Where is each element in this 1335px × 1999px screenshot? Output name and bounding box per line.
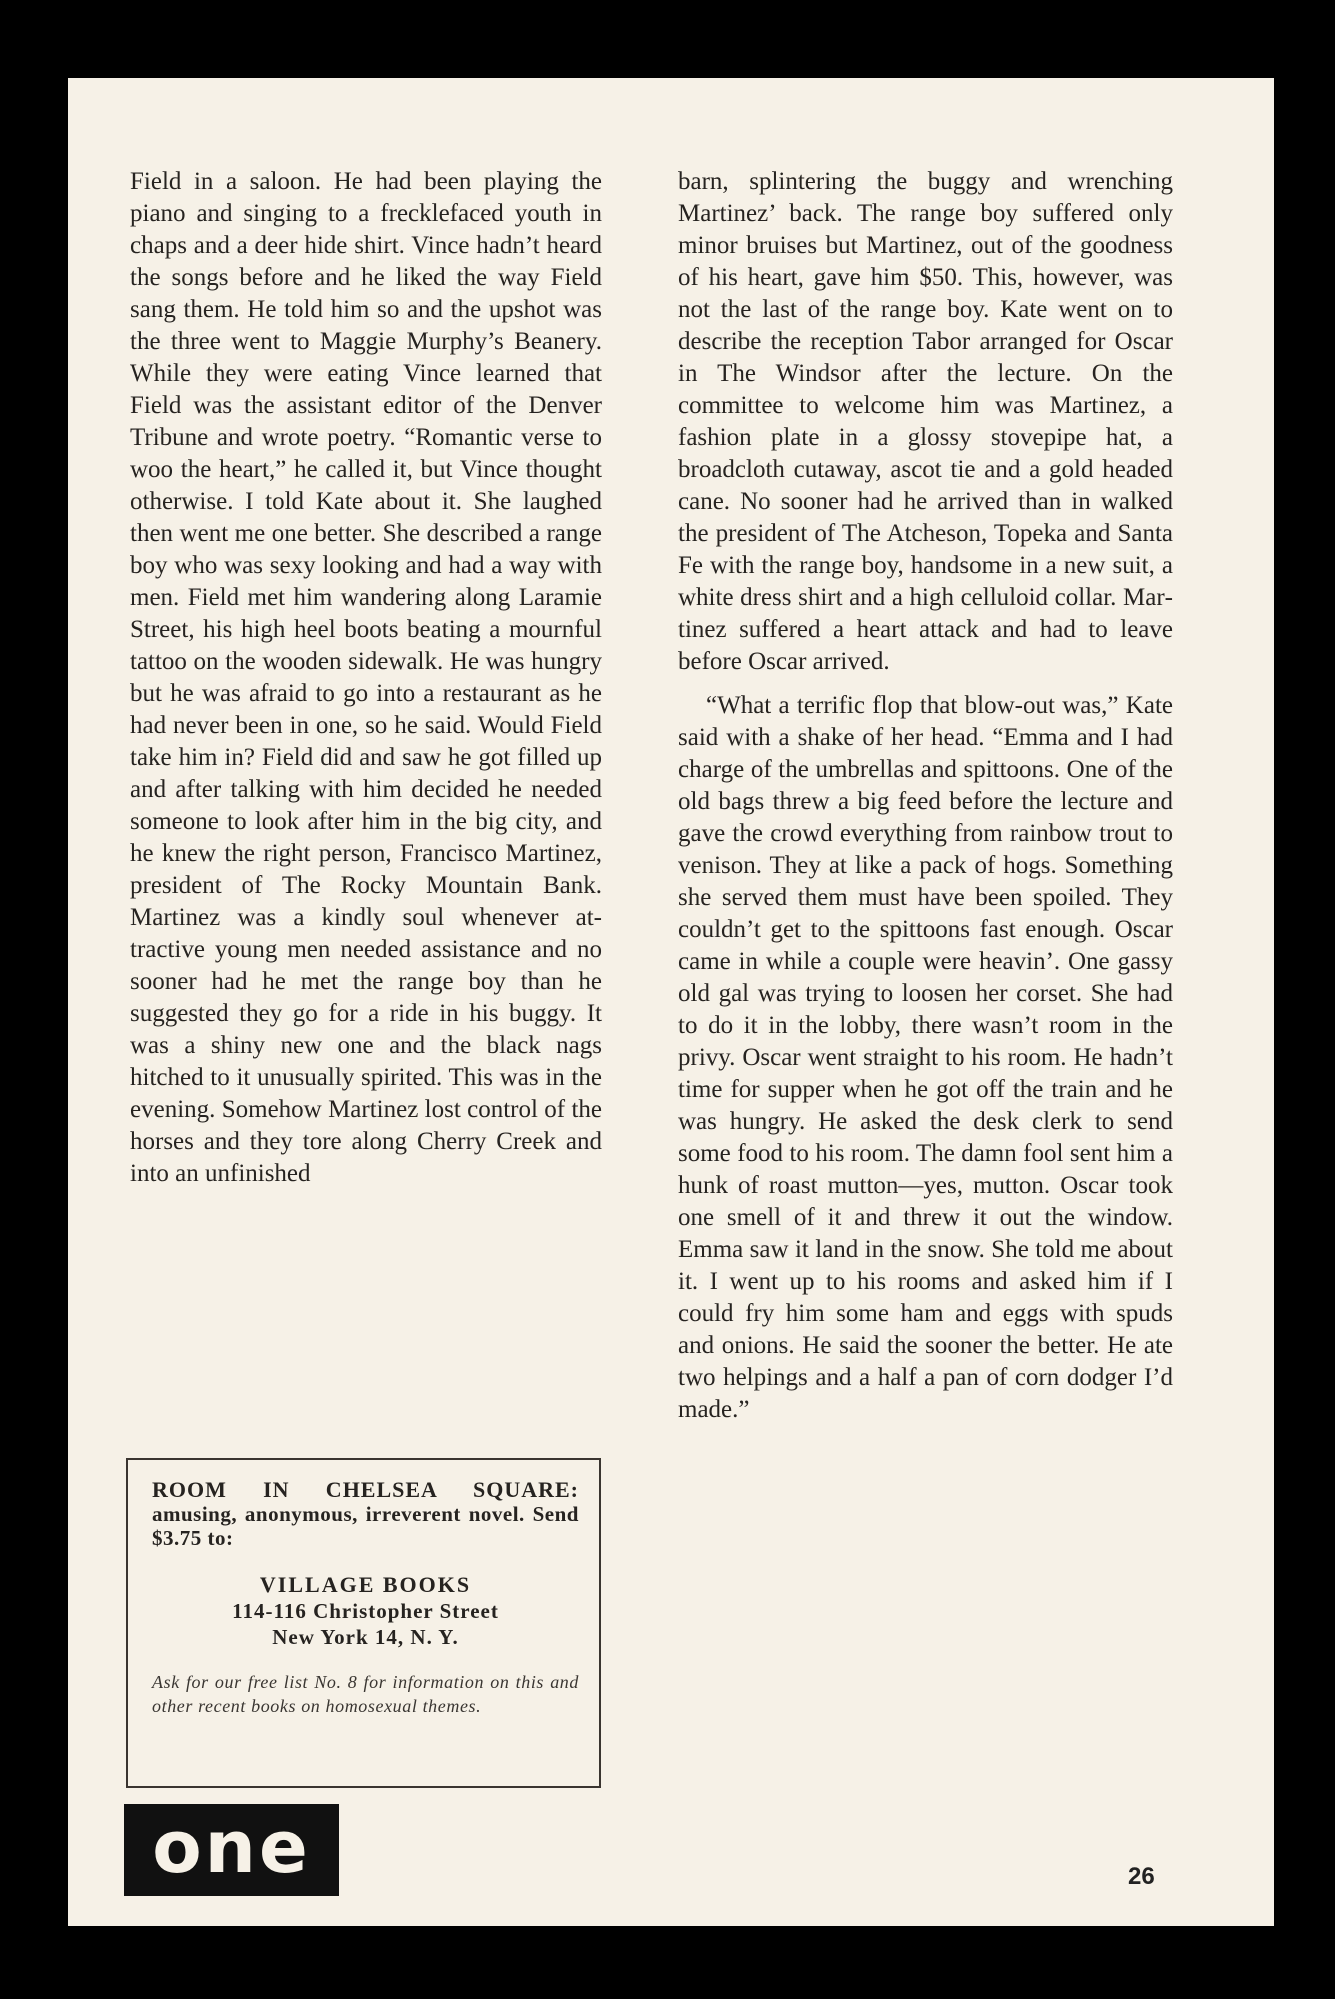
ad-headline	[152, 1478, 579, 1550]
logo-text: one	[152, 1805, 311, 1889]
article-paragraph: “What a terrific flop that blow-out was,” Kate said with a shake of her head. “Emma and I had charge of the umbrellas and spittoons. One of the old bags threw a big feed before the lecture and gave the crowd everything from rainbow trout to venison. They at like a pack of hogs. Something she served them must have been spoiled. They couldn’t get to the spittoons fast enough. Oscar came in while a couple were heavin’. One gassy old gal was trying to loosen her corset. She had to do it in the lobby, there wasn’t room in the privy. Oscar went straight to his room. He hadn’t time for supper when he got off the train and he was hungry. He asked the desk clerk to send some food to his room. The damn fool sent him a hunk of roast mutton—yes, mutton. Oscar took one smell of it and threw it out the window. Emma saw it land in the snow. She told me about it. I went up to his rooms and asked him if I could fry him some ham and eggs with spuds and onions. He said the sooner the better. He ate two helpings and a half a pan of corn dodger I’d made.”	[678, 692, 1173, 1423]
ad-description: amusing, anonymous, irreverent novel. Send $3.75 to:	[152, 1502, 579, 1550]
article-left-column	[130, 166, 602, 1190]
ad-publisher-name: VILLAGE BOOKS	[259, 1572, 472, 1597]
magazine-page	[68, 78, 1274, 1926]
book-advertisement	[126, 1458, 601, 1788]
ad-city: New York 14, N. Y.	[272, 1625, 459, 1649]
ad-note: Ask for our free list No. 8 for information on this and other recent books on homosexual themes.	[152, 1672, 579, 1716]
article-right-column	[678, 166, 1173, 1426]
ad-book-title: ROOM IN CHELSEA SQUARE:	[152, 1477, 579, 1502]
one-magazine-logo	[124, 1804, 339, 1896]
page-number: 26	[1128, 1863, 1155, 1890]
article-paragraph: Field in a saloon. He had been playing the piano and singing to a frecklefaced youth in chaps and a deer hide shirt. Vince hadn’t heard the songs before and he liked the way Field sang them. He told him so and the upshot was the three went to Maggie Murphy’s Beanery. While they were eating Vince learned that Field was the assistant editor of the Denver Tribune and wrote poetry. “Romantic verse to woo the heart,” he called it, but Vince thought otherwise. I told Kate about it. She laughed then went me one better. She described a range boy who was sexy looking and had a way with men. Field met him wandering along Laramie Street, his high heel boots beating a mournful tattoo on the wooden sidewalk. He was hungry but he was afraid to go into a restaurant as he had never been in one, so he said. Would Field take him in? Field did and saw he got filled up and after talking with him decided he needed someone to look after him in the big city, and he knew the right person, Francisco Martinez, president of The Rocky Mountain Bank. Martinez was a kindly soul whenever attractive young men needed assistance and no sooner had he met the range boy than he suggested they go for a ride in his buggy. It was a shiny new one and the black nags hitched to it unusually spirited. This was in the evening. Somehow Martinez lost control of the horses and they tore along Cherry Creek and into an unfinished	[130, 168, 602, 1187]
article-paragraph: barn, splintering the buggy and wrenching Martinez’ back. The range boy suffered only minor bruises but Martinez, out of the goodness of his heart, gave him $50. This, however, was not the last of the range boy. Kate went on to describe the reception Tabor arranged for Oscar in The Windsor after the lecture. On the committee to welcome him was Martinez, a fashion plate in a glossy stovepipe hat, a broadcloth cutaway, ascot tie and a gold headed cane. No sooner had he arrived than in walked the president of The Atcheson, Topeka and Santa Fe with the range boy, handsome in a new suit, a white dress shirt and a high celluloid collar. Martinez suffered a heart attack and had to leave before Oscar arrived.	[678, 168, 1173, 675]
ad-publisher-address	[152, 1572, 579, 1650]
ad-street: 114-116 Christopher Street	[232, 1599, 499, 1623]
